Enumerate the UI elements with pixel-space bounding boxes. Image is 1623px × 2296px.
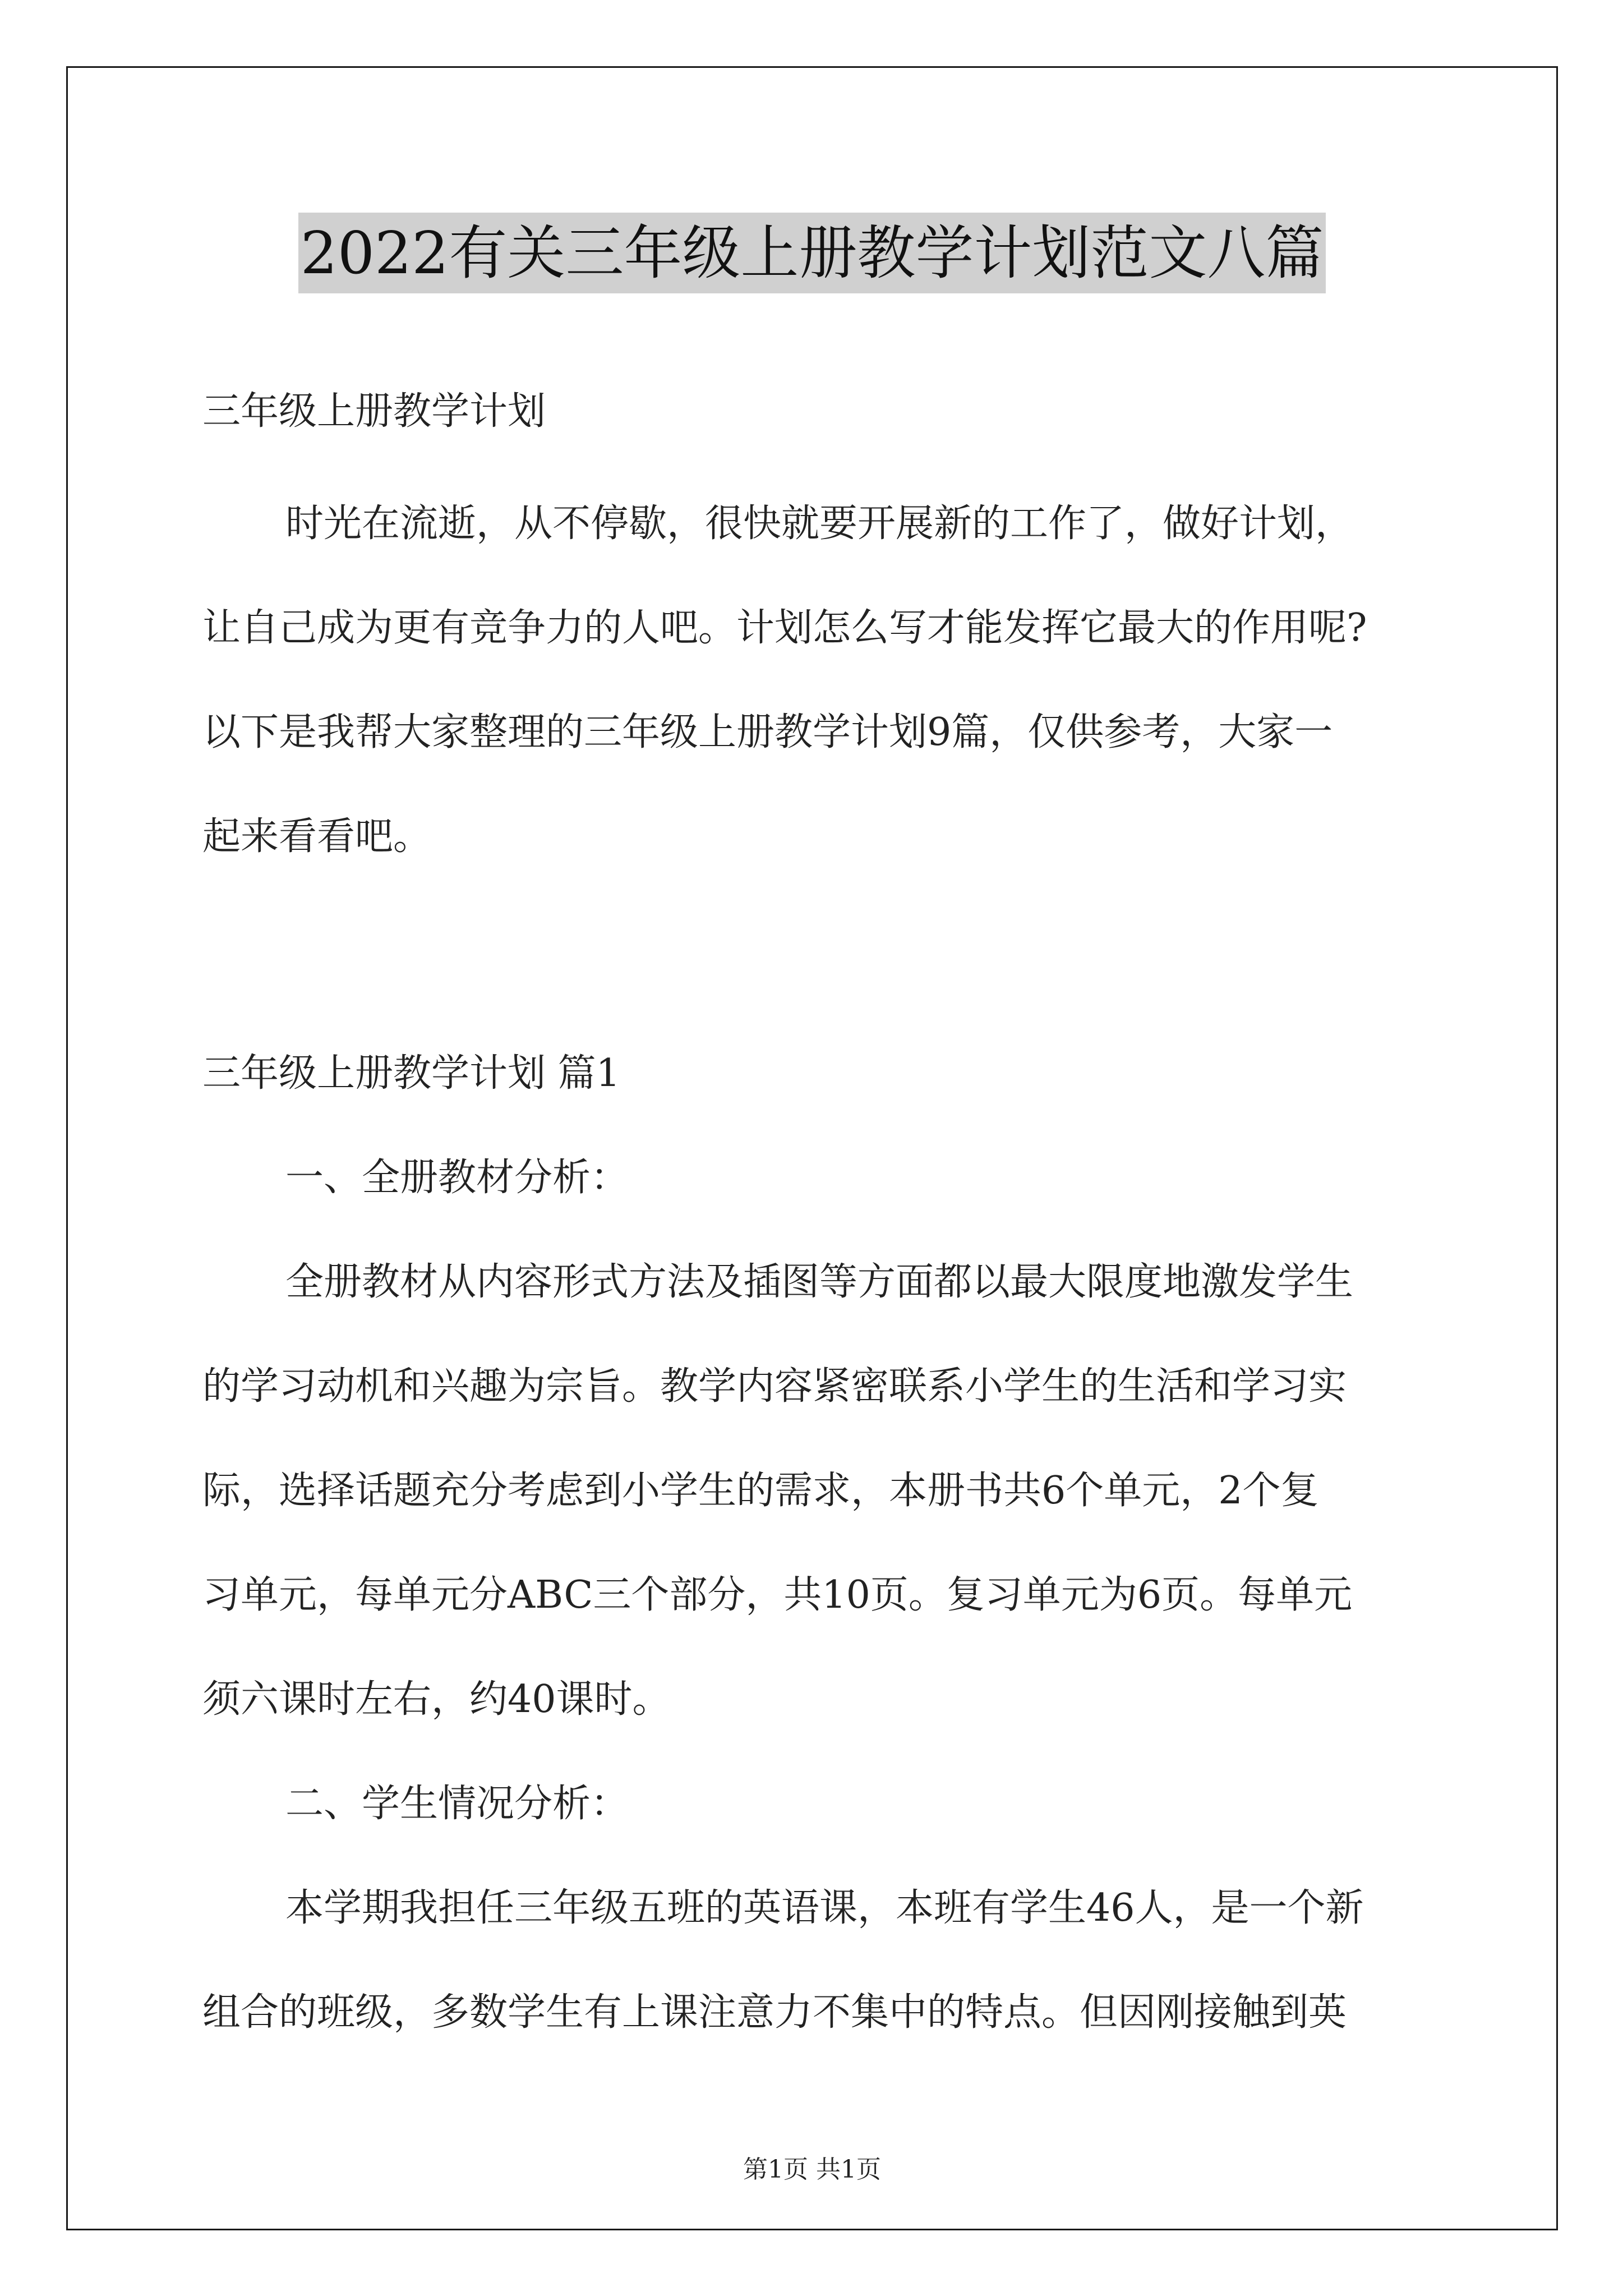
document-title: 2022有关三年级上册教学计划范文八篇 bbox=[298, 213, 1326, 293]
subheading: 二、学生情况分析： bbox=[285, 1782, 629, 1826]
paragraph-line: 本学期我担任三年级五班的英语课，本班有学生46人，是一个新 bbox=[285, 1886, 1364, 1930]
paragraph-line: 须六课时左右，约40课时。 bbox=[202, 1677, 671, 1722]
document-page bbox=[66, 66, 1558, 2230]
page-footer: 第1页 共1页 bbox=[743, 2155, 881, 2184]
section-heading: 三年级上册教学计划 篇1 bbox=[202, 1051, 620, 1096]
paragraph-line: 让自己成为更有竞争力的人吧。计划怎么写才能发挥它最大的作用呢? bbox=[202, 606, 1367, 650]
title-wrap bbox=[68, 213, 1556, 293]
paragraph-line: 的学习动机和兴趣为宗旨。教学内容紧密联系小学生的生活和学习实 bbox=[202, 1364, 1347, 1409]
paragraph-line: 组合的班级，多数学生有上课注意力不集中的特点。但因刚接触到英 bbox=[202, 1990, 1347, 2035]
section-heading: 三年级上册教学计划 bbox=[202, 389, 546, 434]
paragraph-line: 际，选择话题充分考虑到小学生的需求，本册书共6个单元，2个复 bbox=[202, 1469, 1319, 1513]
subheading: 一、全册教材分析： bbox=[285, 1156, 629, 1200]
paragraph-line: 全册教材从内容形式方法及插图等方面都以最大限度地激发学生 bbox=[285, 1260, 1354, 1304]
paragraph-line: 以下是我帮大家整理的三年级上册教学计划9篇，仅供参考，大家一 bbox=[202, 710, 1333, 754]
paragraph-line: 起来看看吧。 bbox=[202, 815, 432, 859]
paragraph-line: 时光在流逝，从不停歇，很快就要开展新的工作了，做好计划， bbox=[285, 501, 1354, 546]
paragraph-line: 习单元，每单元分ABC三个部分，共10页。复习单元为6页。每单元 bbox=[202, 1573, 1353, 1617]
